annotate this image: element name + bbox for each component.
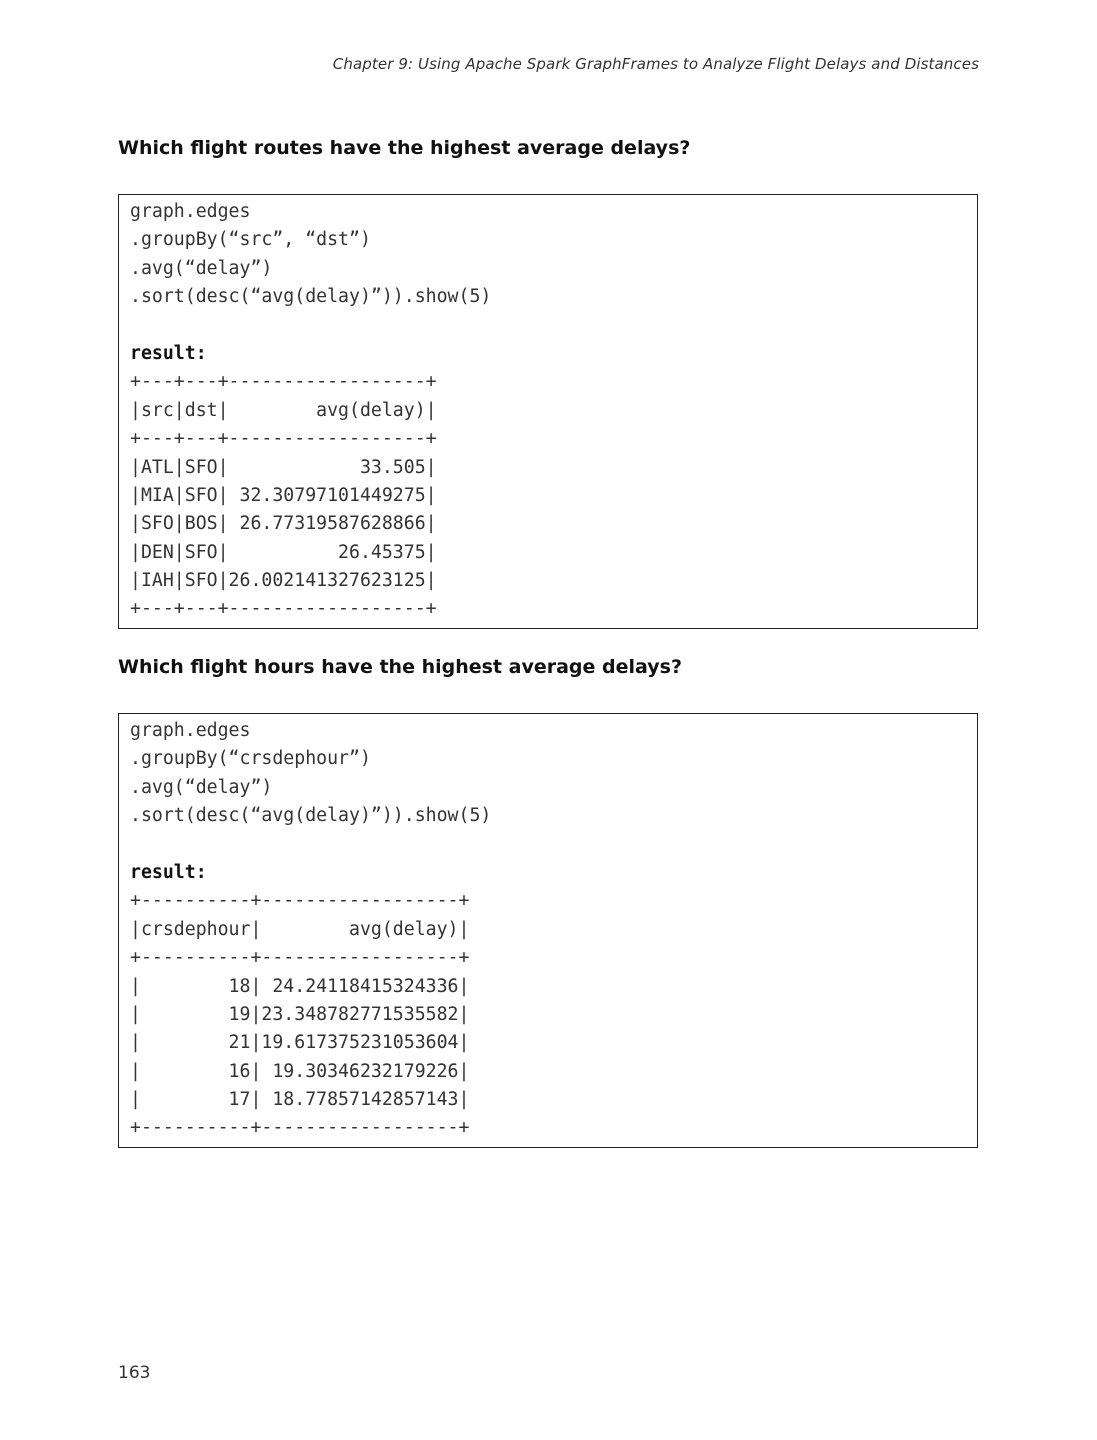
- result-table-header: |crsdephour| avg(delay)|: [130, 918, 470, 940]
- result-table-row: | 17| 18.77857142857143|: [130, 1089, 470, 1111]
- result-table-border: +---+---+------------------+: [130, 598, 437, 620]
- code-line: .sort(desc(“avg(delay)”)).show(5): [130, 286, 492, 308]
- result-table-row: | 16| 19.30346232179226|: [130, 1060, 470, 1082]
- result-table-border: +----------+------------------+: [130, 947, 470, 969]
- result-table-row: | 19|23.348782771535582|: [130, 1003, 470, 1025]
- code-line: .groupBy(“crsdephour”): [130, 748, 371, 770]
- result-table-row: |MIA|SFO| 32.30797101449275|: [130, 484, 437, 506]
- result-table-row: |IAH|SFO|26.002141327623125|: [130, 570, 437, 592]
- result-table-row: |DEN|SFO| 26.45375|: [130, 541, 437, 563]
- result-label: result:: [130, 342, 207, 364]
- blank-line: [130, 312, 967, 340]
- result-table-row: | 21|19.617375231053604|: [130, 1032, 470, 1054]
- running-header: Chapter 9: Using Apache Spark GraphFrames to Analyze Flight Delays and Distances: [332, 55, 979, 73]
- result-table-border: +----------+------------------+: [130, 890, 470, 912]
- code-line: .groupBy(“src”, “dst”): [130, 229, 371, 251]
- code-line: graph.edges: [130, 201, 251, 222]
- code-line: .avg(“delay”): [130, 776, 273, 798]
- result-table-row: | 18| 24.24118415324336|: [130, 975, 470, 997]
- result-table-row: |ATL|SFO| 33.505|: [130, 456, 437, 478]
- result-label: result:: [130, 861, 207, 883]
- page-number: 163: [118, 1363, 151, 1383]
- result-table-header: |src|dst| avg(delay)|: [130, 399, 437, 421]
- result-table-row: |SFO|BOS| 26.77319587628866|: [130, 513, 437, 535]
- code-block-hours: [118, 713, 978, 1148]
- blank-line: [130, 831, 967, 859]
- code-line: graph.edges: [130, 720, 251, 741]
- result-table-border: +----------+------------------+: [130, 1117, 470, 1139]
- section-heading-hours: Which flight hours have the highest average delays?: [118, 656, 682, 678]
- section-heading-routes: Which flight routes have the highest average delays?: [118, 137, 691, 159]
- code-line: .avg(“delay”): [130, 257, 273, 279]
- result-table-border: +---+---+------------------+: [130, 428, 437, 450]
- code-block-routes: [118, 194, 978, 629]
- code-line: .sort(desc(“avg(delay)”)).show(5): [130, 805, 492, 827]
- result-table-border: +---+---+------------------+: [130, 371, 437, 393]
